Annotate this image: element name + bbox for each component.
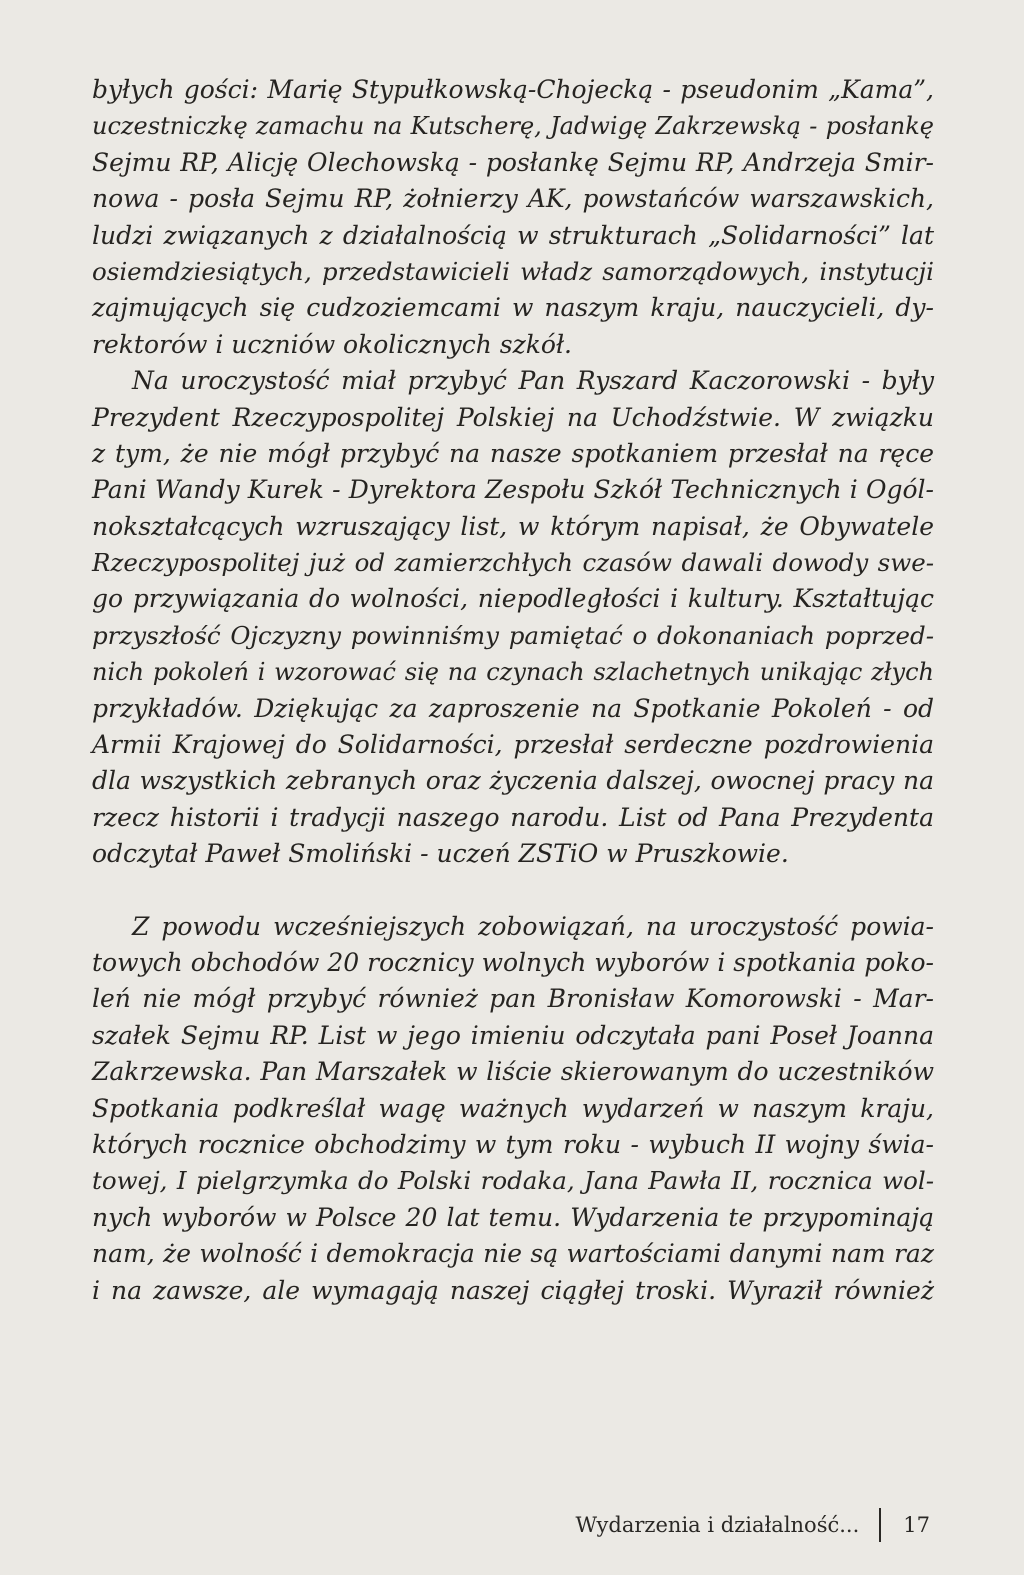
text-line: odczytał Paweł Smoliński - uczeń ZSTiO w Pruszkowie. bbox=[92, 839, 789, 869]
text-line: nych wyborów w Polsce 20 lat temu. Wydarzenia te przypominają bbox=[92, 1202, 934, 1232]
text-line: rzecz historii i tradycji naszego narodu. List od Pana Prezydenta bbox=[92, 802, 934, 832]
text-line: Rzeczypospolitej już od zamierzchłych czasów dawali dowody swe- bbox=[92, 548, 934, 578]
text-line: Prezydent Rzeczypospolitej Polskiej na Uchodźstwie. W związku bbox=[92, 402, 934, 432]
text-line: nam, że wolność i demokracja nie są wartościami danymi nam raz bbox=[92, 1239, 934, 1269]
paragraph bbox=[92, 72, 934, 363]
text-line: przyszłość Ojczyzny powinniśmy pamiętać o dokonaniach poprzed- bbox=[92, 620, 934, 650]
text-line: go przywiązania do wolności, niepodległości i kultury. Kształtując bbox=[92, 584, 934, 614]
text-line: leń nie mógł przybyć również pan Bronisław Komorowski - Mar- bbox=[92, 984, 934, 1014]
text-line: dla wszystkich zebranych oraz życzenia dalszej, owocnej pracy na bbox=[92, 766, 934, 796]
text-line: Zakrzewska. Pan Marszałek w liście skierowanym do uczestników bbox=[92, 1057, 934, 1087]
page-number: 17 bbox=[903, 1513, 930, 1537]
text-line: Sejmu RP, Alicję Olechowską - posłankę Sejmu RP, Andrzeja Smir- bbox=[92, 147, 934, 177]
text-line: Z powodu wcześniejszych zobowiązań, na uroczystość powia- bbox=[132, 911, 934, 941]
page-footer bbox=[575, 1508, 930, 1542]
text-line: Spotkania podkreślał wagę ważnych wydarzeń w naszym kraju, bbox=[92, 1093, 934, 1123]
text-line: nowa - posła Sejmu RP, żołnierzy AK, powstańców warszawskich, bbox=[92, 184, 934, 214]
text-line: których rocznice obchodzimy w tym roku - wybuch II wojny świa- bbox=[92, 1129, 934, 1159]
body-text bbox=[92, 72, 934, 1309]
footer-divider bbox=[879, 1508, 881, 1542]
text-line: Pani Wandy Kurek - Dyrektora Zespołu Szkół Technicznych i Ogól- bbox=[92, 475, 934, 505]
paragraph bbox=[92, 909, 934, 1309]
paragraph bbox=[92, 363, 934, 872]
text-line: zajmujących się cudzoziemcami w naszym kraju, nauczycieli, dy- bbox=[92, 293, 934, 323]
text-line: szałek Sejmu RP. List w jego imieniu odczytała pani Poseł Joanna bbox=[92, 1020, 934, 1050]
running-title: Wydarzenia i działalność... bbox=[575, 1513, 860, 1537]
text-line: uczestniczkę zamachu na Kutscherę, Jadwigę Zakrzewską - posłankę bbox=[92, 112, 934, 141]
text-line: nokształcących wzruszający list, w którym napisał, że Obywatele bbox=[92, 511, 934, 541]
text-line: osiemdziesiątych, przedstawicieli władz samorządowych, instytucji bbox=[92, 256, 934, 286]
paragraph-gap bbox=[92, 873, 934, 909]
text-line: ludzi związanych z działalnością w strukturach „Solidarności” lat bbox=[92, 220, 934, 250]
text-line: towych obchodów 20 rocznicy wolnych wyborów i spotkania poko- bbox=[92, 947, 934, 977]
text-line: i na zawsze, ale wymagają naszej ciągłej troski. Wyraził również bbox=[92, 1275, 934, 1305]
text-line: przykładów. Dziękując za zaproszenie na Spotkanie Pokoleń - od bbox=[92, 693, 934, 723]
text-line: z tym, że nie mógł przybyć na nasze spotkaniem przesłał na ręce bbox=[92, 438, 934, 468]
text-line: rektorów i uczniów okolicznych szkół. bbox=[92, 329, 572, 359]
text-line: Armii Krajowej do Solidarności, przesłał serdeczne pozdrowienia bbox=[92, 730, 934, 760]
text-line: towej, I pielgrzymka do Polski rodaka, Jana Pawła II, rocznica wol- bbox=[92, 1166, 934, 1196]
text-line: byłych gości: Marię Stypułkowską-Chojecką - pseudonim „Kama”, bbox=[92, 75, 934, 104]
text-line: nich pokoleń i wzorować się na czynach szlachetnych unikając złych bbox=[92, 658, 934, 687]
text-line: Na uroczystość miał przybyć Pan Ryszard Kaczorowski - były bbox=[132, 366, 934, 396]
